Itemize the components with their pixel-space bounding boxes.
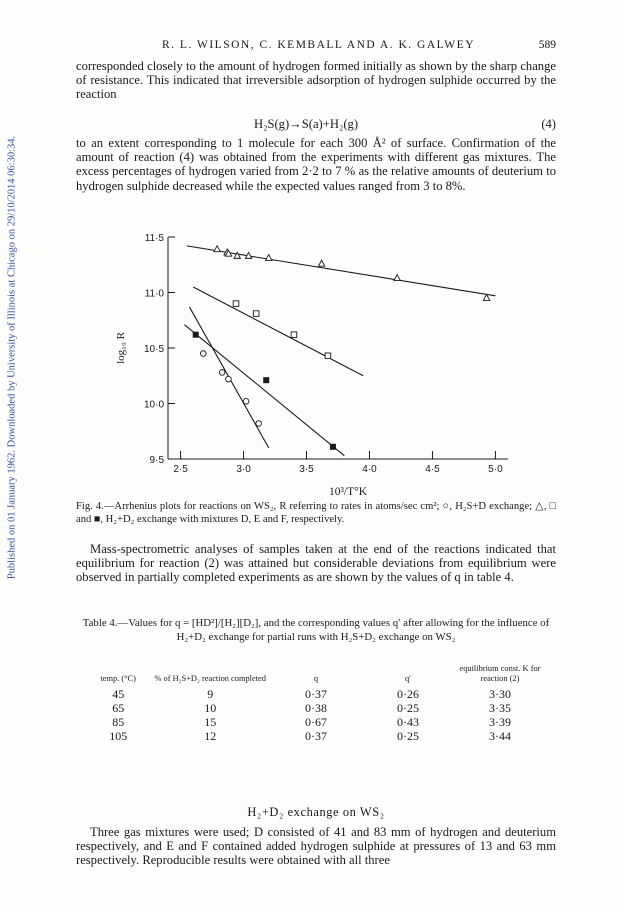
table-title: Table 4.—Values for q = [HD²]/[H₂][D₂], and the corresponding values q′ after allowing for the influence of H₂+D₂ exchange for partial runs with H₂S+D₂ exchange on WS₂	[82, 617, 550, 643]
x-tick-label: 2·5	[173, 464, 188, 475]
x-tick-label: 4·5	[425, 464, 440, 475]
y-tick-label: 9·5	[149, 455, 164, 466]
table-header-row	[86, 664, 546, 687]
table-cell: 0·37	[304, 729, 327, 743]
table-cell: 9	[207, 687, 214, 701]
data-point-square	[325, 353, 331, 359]
table-cell: 85	[112, 715, 125, 729]
table-row	[86, 701, 546, 715]
paragraph-1: corresponded closely to the amount of hydrogen formed initially as shown by the sharp change of resistance. This indicated that irreversible adsorption of hydrogen sulphide occurred by the reaction	[76, 59, 556, 102]
table-cell: 12	[204, 729, 217, 743]
data-point-square	[253, 311, 259, 317]
data-point-triangle	[394, 275, 400, 281]
table-cell: 0·25	[396, 701, 419, 715]
data-point-triangle	[214, 246, 220, 252]
series-fit-line	[193, 287, 363, 376]
table-body	[86, 687, 546, 743]
x-tick-label: 3·0	[236, 464, 251, 475]
y-axis-label: log₁₀ R	[115, 332, 127, 364]
page-number: 589	[538, 39, 556, 51]
table-cell: 3·44	[488, 729, 511, 743]
y-tick-label: 11·5	[144, 233, 164, 244]
table-cell: 0·43	[396, 715, 419, 729]
table-cell: 105	[109, 729, 128, 743]
equation-4	[76, 117, 556, 133]
paragraph-4: Three gas mixtures were used; D consisted of 41 and 83 mm of hydrogen and deuterium respectively, and E and F contained added hydrogen sulphide at pressures of 13 and 63 mm respectively. Reproducible results were obtained with all three	[76, 825, 556, 868]
x-axis-label: 10³/T°K	[328, 486, 368, 497]
table-header-cell: equilibrium const. K for reaction (2)	[459, 664, 541, 683]
data-point-filled-square	[193, 332, 199, 338]
series-fit-line	[184, 325, 344, 456]
table-cell: 0·37	[304, 687, 327, 701]
series-fit-line	[187, 246, 496, 296]
table-cell: 3·35	[488, 701, 511, 715]
paragraph-3: Mass-spectrometric analyses of samples taken at the end of the reactions indicated that equilibrium for reaction (2) was attained but considerable deviations from equilibrium were observed in partially completed experiments as are shown by the values of q in table 4.	[76, 542, 556, 585]
table-cell: 3·30	[488, 687, 511, 701]
table-cell: 10	[204, 701, 217, 715]
table-cell: 65	[112, 701, 125, 715]
data-point-triangle	[266, 255, 272, 261]
equation-number: (4)	[541, 117, 556, 131]
paragraph-2: to an extent corresponding to 1 molecule for each 300 Å² of surface. Confirmation of the amount of reaction (4) was obtained from the experiments with different gas mixtures. The excess percentages of hydrogen varied from 2·2 to 7 % as the relative amounts of deuterium to hydrogen sulphide decreased while the expected values ranged from 3 to 8%.	[76, 136, 556, 193]
table-cell: 15	[204, 715, 217, 729]
data-point-triangle	[483, 295, 489, 301]
data-point-filled-square	[263, 377, 269, 383]
data-point-square	[291, 332, 297, 338]
x-tick-label: 4·0	[362, 464, 377, 475]
x-tick-label: 3·5	[299, 464, 314, 475]
section-title: H₂+D₂ exchange on WS₂	[247, 805, 385, 819]
table-header-cell: temp. (°C)	[100, 673, 136, 683]
equation-text: H₂S(g)→S(a)+H₂(g)	[254, 117, 359, 131]
data-point-circle	[226, 376, 232, 382]
y-tick-label: 11·0	[144, 288, 164, 300]
arrhenius-chart	[108, 227, 518, 497]
table-header-cell: q	[313, 673, 319, 683]
table-cell: 0·38	[304, 701, 327, 715]
download-notice: Published on 01 January 1962. Downloaded by University of Illinois at Chicago on 29/10/2014 06:30:34.	[6, 135, 18, 580]
data-point-circle	[243, 398, 249, 404]
table-row	[86, 687, 546, 701]
table-row	[86, 715, 546, 729]
header-authors: R. L. WILSON, C. KEMBALL AND A. K. GALWEY	[162, 39, 475, 51]
y-tick-label: 10·5	[143, 344, 164, 355]
table-row	[86, 729, 546, 743]
y-tick-label: 10·0	[143, 399, 164, 411]
table-header-cell: % of H₂S+D₂ reaction completed	[154, 673, 266, 683]
table-cell: 3·39	[488, 715, 511, 729]
data-point-circle	[219, 370, 225, 376]
data-point-filled-square	[330, 444, 336, 450]
table-cell: 0·25	[396, 729, 419, 743]
x-tick-label: 5·0	[488, 464, 503, 475]
data-point-square	[233, 301, 239, 307]
table-cell: 45	[112, 687, 125, 701]
data-point-circle	[200, 351, 206, 357]
table-header-cell: q′	[404, 673, 411, 683]
data-table	[86, 664, 546, 743]
table-cell: 0·67	[304, 715, 327, 729]
data-point-triangle	[318, 260, 324, 266]
table-cell: 0·26	[396, 687, 419, 701]
data-point-circle	[256, 421, 262, 427]
figure-caption: Fig. 4.—Arrhenius plots for reactions on WS₂, R referring to rates in atoms/sec cm²; ○, H₂S+D exchange; △, □ and ■, H₂+D₂ exchange with mixtures D, E and F, respectively.	[76, 501, 556, 525]
